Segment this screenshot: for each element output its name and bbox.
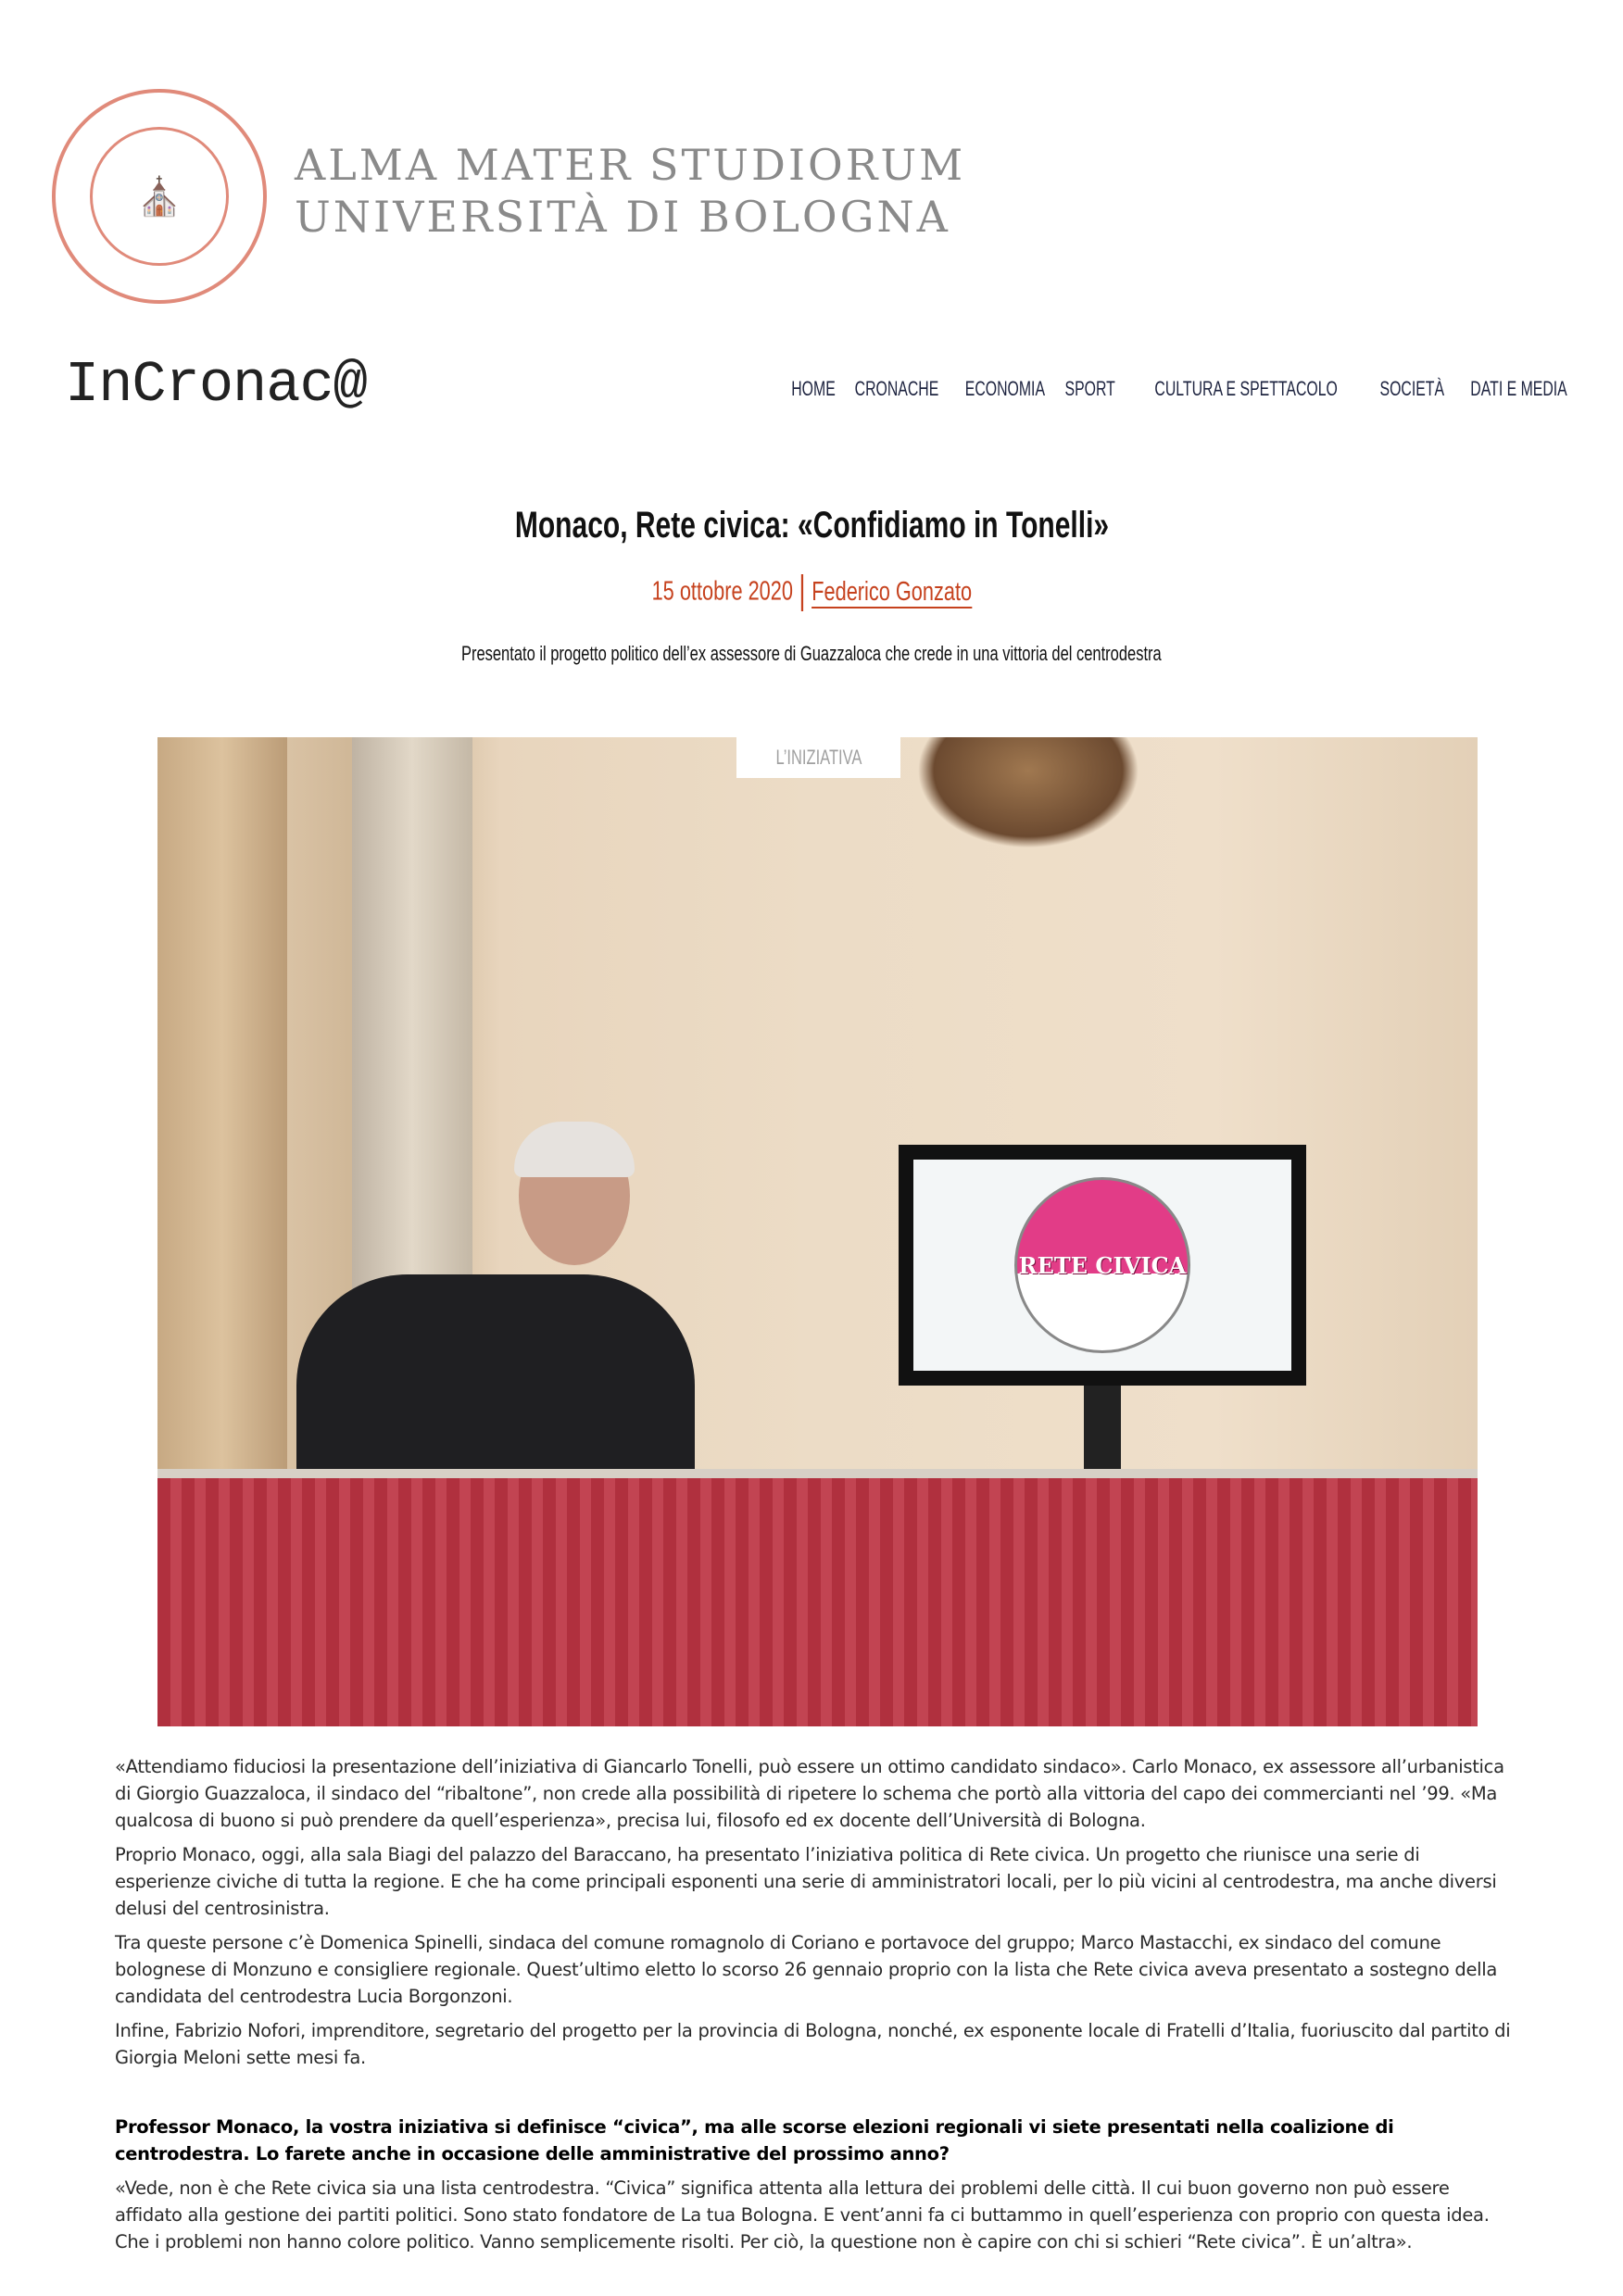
nav-cronache[interactable]: CRONACHE bbox=[854, 377, 939, 400]
article-photo bbox=[157, 737, 1478, 1726]
university-line1: ALMA MATER STUDIORUM bbox=[295, 140, 966, 190]
university-seal-logo[interactable] bbox=[52, 89, 267, 304]
article-date: 15 ottobre 2020 bbox=[651, 576, 793, 607]
photo-tablecloth bbox=[157, 1478, 1478, 1726]
article-title bbox=[0, 505, 1623, 546]
article-paragraph: Tra queste persone c’è Domenica Spinelli, sindaca del comune romagnolo di Coriano e portavoce del gruppo; Marco Mastacchi, ex sindaco del comune bolognese di Monzuno e consigliere regionale. Quest’ultimo eletto lo scorso 26 gennaio proprio con la lista che Rete civica aveva presentato a sostegno della candidata del centrodestra Lucia Borgonzoni. bbox=[115, 1932, 1498, 2007]
article-meta bbox=[0, 574, 1623, 611]
seal-emblem: ⛪ bbox=[90, 127, 229, 266]
photo-speaker bbox=[296, 1126, 695, 1478]
speaker-body bbox=[296, 1274, 695, 1487]
interview-answer: «Vede, non è che Rete civica sia una lista centrodestra. “Civica” significa attenta alla lettura dei problemi delle città. Il cui buon governo non può essere affidato alla gestione dei partiti politici. Sono stato fondatore de La tua Bologna. E vent’anni fa ci buttammo in quell’esperienza con proprio con questa idea. Che i problemi non hanno colore politico. Vanno semplicemente risolti. Per ciò, la questione non è capire con chi si schieri “Rete civica”. È un’altra». bbox=[115, 2177, 1490, 2252]
article-paragraph: Infine, Fabrizio Nofori, imprenditore, segretario del progetto per la provincia di Bologna, nonché, ex esponente locale di Fratelli d’Italia, fuoriuscito dal partito di Giorgia Meloni sette mesi fa. bbox=[115, 2020, 1511, 2068]
image-label-text: L’INIZIATIVA bbox=[775, 746, 862, 769]
nav-societa[interactable]: SOCIETÀ bbox=[1379, 377, 1445, 400]
article-paragraph: Proprio Monaco, oggi, alla sala Biagi del palazzo del Baraccano, ha presentato l’iniziativa politica di Rete civica. Un progetto che riunisce una serie di esperienze civiche di tutta la regione. E che ha come principali esponenti una serie di amministratori locali, per lo più vicini al centrodestra, ma anche diversi delusi del centrosinistra. bbox=[115, 1844, 1497, 1919]
university-name[interactable] bbox=[295, 139, 965, 243]
article-subtitle-text: Presentato il progetto politico dell’ex assessore di Guazzaloca che crede in una vittoria del centrodestra bbox=[461, 642, 1162, 665]
university-line2: UNIVERSITÀ DI BOLOGNA bbox=[295, 192, 950, 242]
rete-civica-logo: RETE CIVICA bbox=[1014, 1177, 1190, 1353]
nav-economia[interactable]: ECONOMIA bbox=[964, 377, 1045, 400]
photo-ornament bbox=[917, 737, 1139, 848]
article-subtitle bbox=[0, 642, 1623, 666]
nav-dati-media[interactable]: DATI E MEDIA bbox=[1470, 377, 1567, 400]
site-logo[interactable]: InCronac@ bbox=[65, 352, 367, 418]
image-category-label bbox=[736, 737, 900, 778]
nav-sport[interactable]: SPORT bbox=[1064, 377, 1115, 400]
monitor-stand bbox=[1084, 1386, 1121, 1469]
author-link[interactable]: Federico Gonzato bbox=[811, 576, 972, 607]
speaker-hair bbox=[514, 1122, 635, 1177]
meta-separator bbox=[801, 574, 803, 611]
article-body bbox=[115, 1753, 1514, 2263]
article-title-text: Monaco, Rete civica: «Confidiamo in Tonelli» bbox=[514, 505, 1109, 546]
main-nav bbox=[791, 377, 1575, 401]
nav-cultura[interactable]: CULTURA E SPETTACOLO bbox=[1154, 377, 1338, 400]
nav-home[interactable]: HOME bbox=[791, 377, 836, 400]
interview-question: Professor Monaco, la vostra iniziativa si definisce “civica”, ma alle scorse elezioni regionali vi siete presentati nella coalizione di centrodestra. Lo farete anche in occasione delle amministrative del prossimo anno? bbox=[115, 2116, 1394, 2164]
monitor-screen bbox=[913, 1160, 1291, 1371]
article-paragraph: «Attendiamo fiduciosi la presentazione dell’iniziativa di Giancarlo Tonelli, può essere un ottimo candidato sindaco». Carlo Monaco, ex assessore all’urbanistica di Giorgio Guazzaloca, il sindaco del “ribaltone”, non crede alla possibilità di ripetere lo schema che portò alla vittoria del capo dei commercianti nel ’99. «Ma qualcosa di buono si può prendere da quell’esperienza», precisa lui, filosofo ed ex docente dell’Università di Bologna. bbox=[115, 1756, 1504, 1831]
photo-monitor bbox=[899, 1145, 1306, 1386]
